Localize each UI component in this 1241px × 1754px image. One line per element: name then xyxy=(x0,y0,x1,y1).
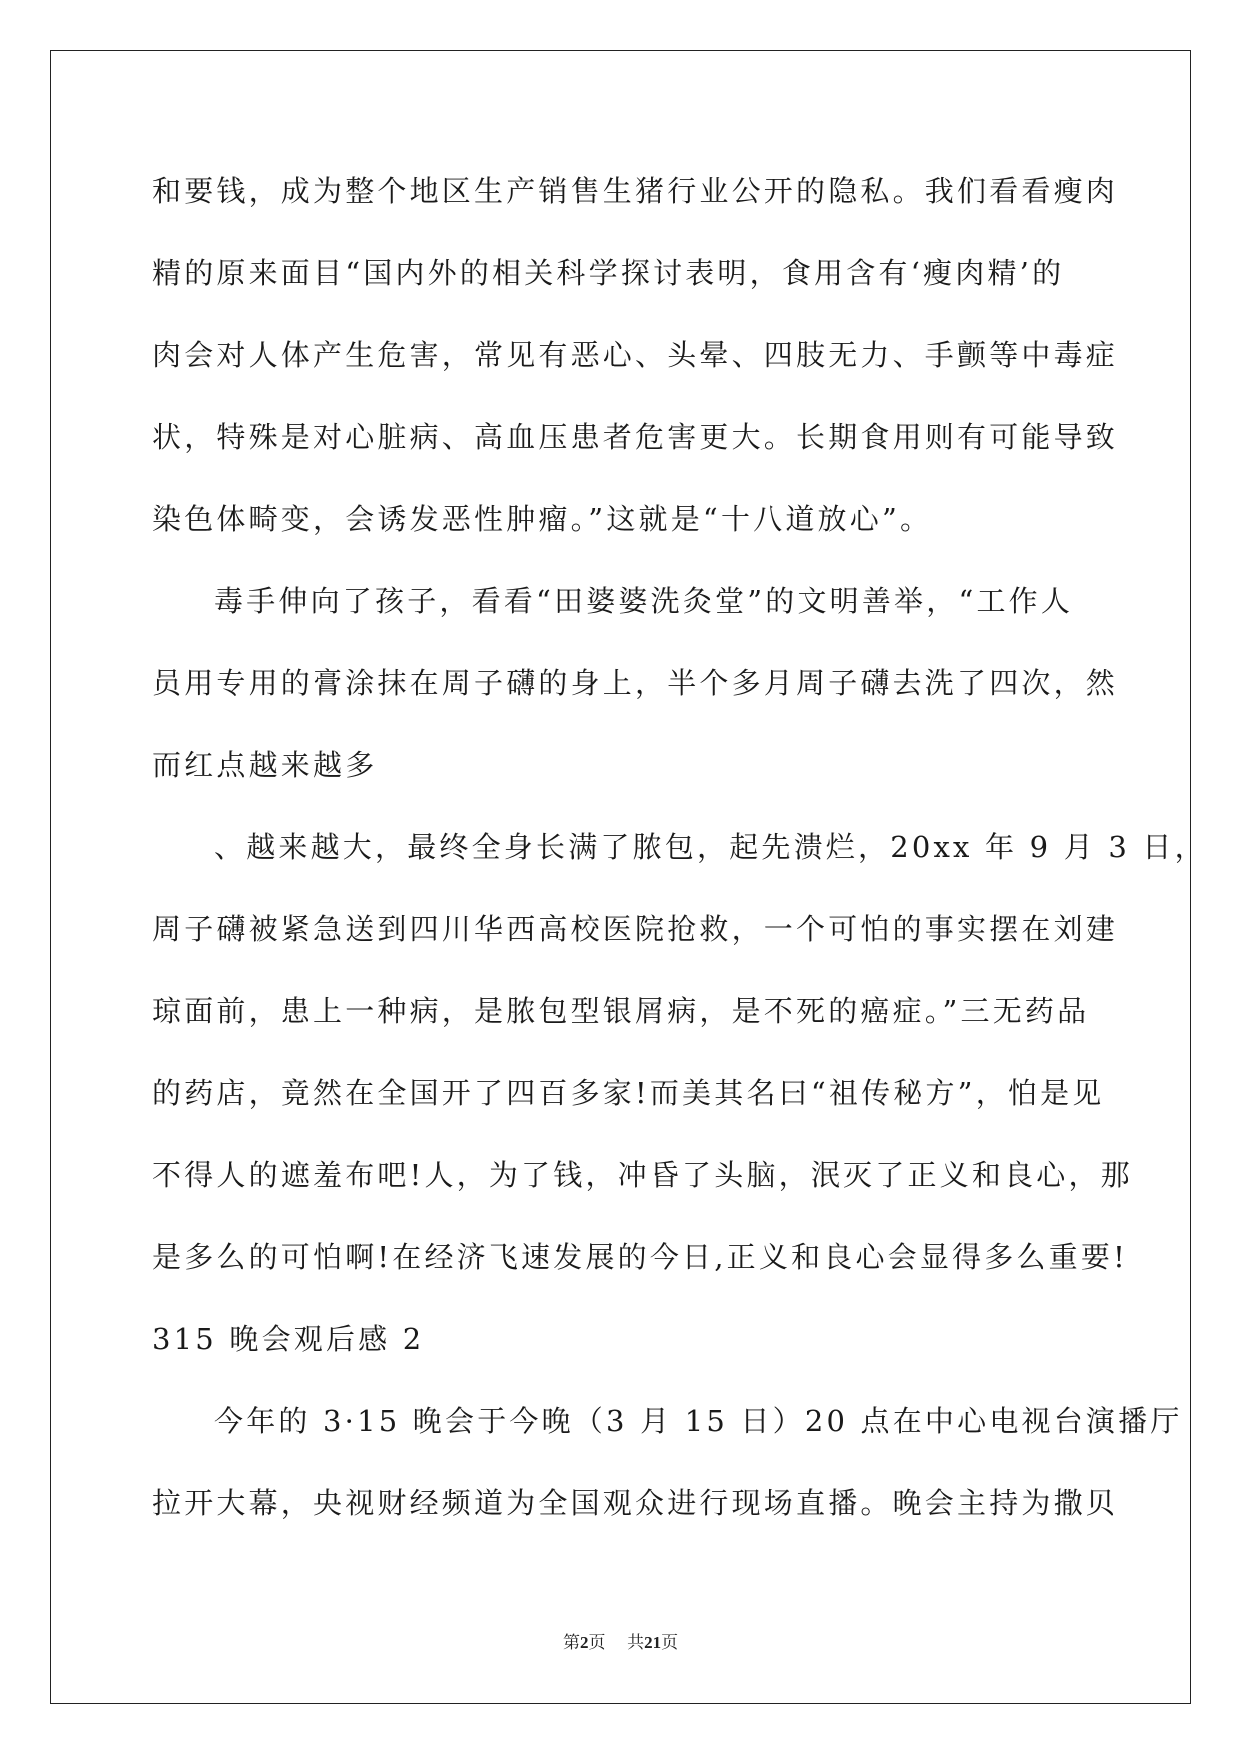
body-line: 染色体畸变，会诱发恶性肿瘤。”这就是“十八道放心”。 xyxy=(152,502,933,536)
footer-page-suffix: 页 xyxy=(588,1633,606,1653)
paragraph-start-line: 今年的 3·15 晚会于今晚（3 月 15 日）20 点在中心电视台演播厅 xyxy=(214,1404,1183,1438)
body-line: 和要钱，成为整个地区生产销售生猪行业公开的隐私。我们看看瘦肉 xyxy=(152,174,1119,208)
total-page-number: 21 xyxy=(644,1633,662,1652)
body-line: 状，特殊是对心脏病、高血压患者危害更大。长期食用则有可能导致 xyxy=(152,420,1119,454)
section-heading: 315 晚会观后感 2 xyxy=(152,1322,425,1356)
paragraph-start-line: 毒手伸向了孩子，看看“田婆婆洗灸堂”的文明善举，“工作人 xyxy=(214,584,1074,618)
body-line: 精的原来面目“国内外的相关科学探讨表明，食用含有‘瘦肉精’的 xyxy=(152,256,1065,290)
body-line: 拉开大幕，央视财经频道为全国观众进行现场直播。晚会主持为撒贝 xyxy=(152,1486,1119,1520)
body-line: 的药店，竟然在全国开了四百多家!而美其名曰“祖传秘方”，怕是见 xyxy=(152,1076,1105,1110)
footer-total-suffix: 页 xyxy=(661,1633,679,1653)
body-line: 周子礴被紧急送到四川华西高校医院抢救，一个可怕的事实摆在刘建 xyxy=(152,912,1119,946)
body-line: 员用专用的膏涂抹在周子礴的身上，半个多月周子礴去洗了四次，然 xyxy=(152,666,1119,700)
body-line: 琼面前，患上一种病，是脓包型银屑病，是不死的癌症。”三无药品 xyxy=(152,994,1090,1028)
paragraph-start-line: 、越来越大，最终全身长满了脓包，起先溃烂，20xx 年 9 月 3 日， xyxy=(214,830,1207,864)
page-footer xyxy=(0,1628,1241,1653)
body-line: 不得人的遮羞布吧!人，为了钱，冲昏了头脑，泯灭了正义和良心，那 xyxy=(152,1158,1133,1192)
document-body xyxy=(152,150,1207,1544)
footer-total-prefix: 共 xyxy=(627,1633,645,1653)
body-line: 是多么的可怕啊!在经济飞速发展的今日,正义和良心会显得多么重要! xyxy=(152,1240,1128,1274)
body-line: 而红点越来越多 xyxy=(152,748,378,782)
footer-prefix: 第 xyxy=(562,1633,580,1653)
body-line: 肉会对人体产生危害，常见有恶心、头晕、四肢无力、手颤等中毒症 xyxy=(152,338,1119,372)
current-page-number: 2 xyxy=(579,1633,589,1652)
